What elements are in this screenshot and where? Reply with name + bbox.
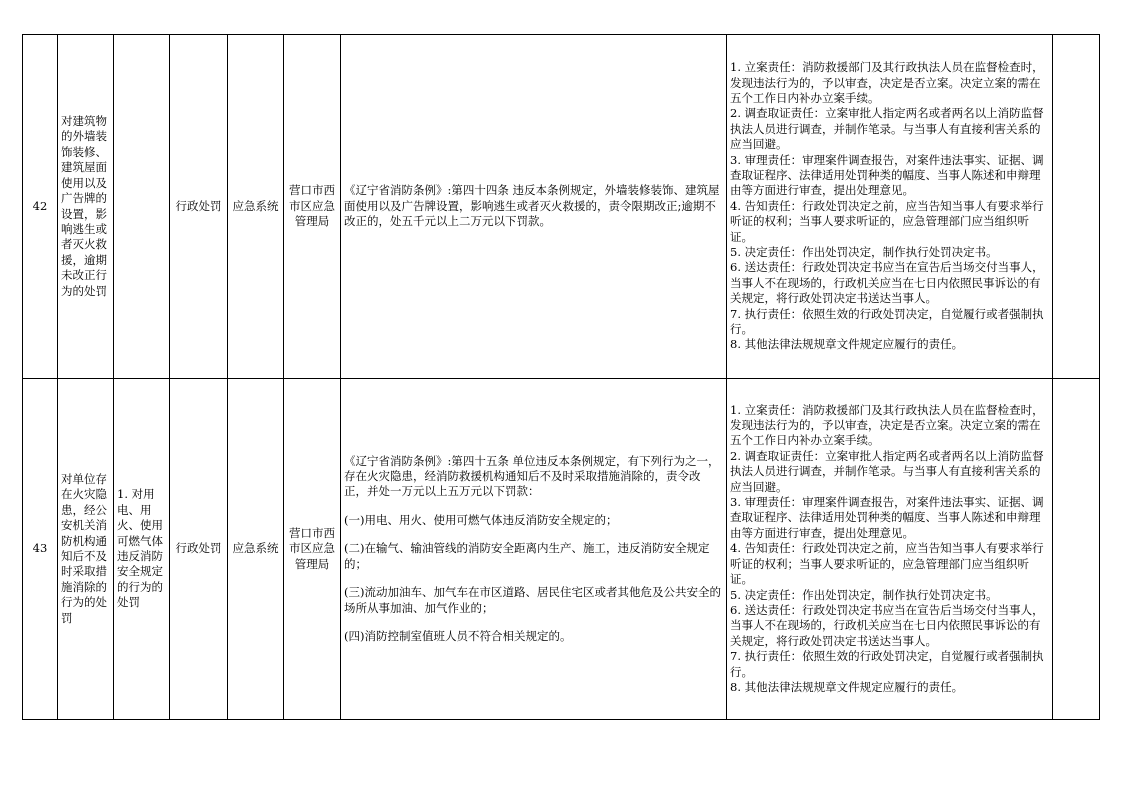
duty-item: 4. 告知责任：行政处罚决定之前，应当告知当事人有要求举行听证的权利；当事人要求听证的，应急管理部门应当组织听证。 (730, 541, 1044, 587)
department: 营口市西市区应急管理局 (284, 35, 341, 379)
remarks-cell (1053, 379, 1100, 720)
basis-paragraph: (四)消防控制室值班人员不符合相关规定的。 (344, 628, 572, 643)
duty-item: 4. 告知责任：行政处罚决定之前，应当告知当事人有要求举行听证的权利；当事人要求听证的，应急管理部门应当组织听证。 (730, 198, 1044, 244)
basis-paragraph: (三)流动加油车、加气车在市区道路、居民住宅区或者其他危及公共安全的场所从事加油、加气作业的； (344, 585, 721, 615)
department: 营口市西市区应急管理局 (284, 379, 341, 720)
duty-item: 8. 其他法律法规规章文件规定应履行的责任。 (730, 337, 964, 352)
legal-basis (341, 379, 727, 720)
item-name: 对单位存在火灾隐患，经公安机关消防机构通知后不及时采取措施消除的行为的处罚 (58, 379, 114, 720)
authority-list-table (22, 34, 1100, 720)
duty-item: 5. 决定责任：作出处罚决定，制作执行处罚决定书。 (730, 587, 998, 602)
duty-item: 7. 执行责任：依照生效的行政处罚决定，自觉履行或者强制执行。 (730, 306, 1044, 337)
basis-paragraph: (二)在输气、输油管线的消防安全距离内生产、施工，违反消防安全规定的； (344, 541, 710, 571)
basis-paragraph: 《辽宁省消防条例》:第四十五条 单位违反本条例规定，有下列行为之一，存在火灾隐患，经消防救援机构通知后不及时采取措施消除的，责令改正，并处一万元以上五万元以下罚款： (344, 453, 720, 499)
item-name: 对建筑物的外墙装饰装修、建筑屋面使用以及广告牌的设置，影响逃生或者灭火救援，逾期未改正行为的处罚 (58, 35, 114, 379)
system-name: 应急系统 (228, 379, 284, 720)
duty-item: 7. 执行责任：依照生效的行政处罚决定，自觉履行或者强制执行。 (730, 649, 1044, 679)
authority-type: 行政处罚 (170, 379, 228, 720)
basis-paragraph: 《辽宁省消防条例》:第四十四条 违反本条例规定，外墙装修装饰、建筑屋面使用以及广告牌设置，影响逃生或者灭火救援的，责令限期改正;逾期不改正的，处五千元以上二万元以下罚款。 (344, 183, 720, 229)
remarks-cell (1053, 35, 1100, 379)
system-name: 应急系统 (228, 35, 284, 379)
authority-type: 行政处罚 (170, 35, 228, 379)
duty-item: 1. 立案责任：消防救援部门及其行政执法人员在监督检查时，发现违法行为的，予以审查，决定是否立案。决定立案的需在五个工作日内补办立案手续。 (730, 402, 1044, 448)
sub-item: 1. 对用电、用火、使用可燃气体违反消防安全规定的行为的处罚 (114, 379, 170, 720)
duty-item: 6. 送达责任：行政处罚决定书应当在宣告后当场交付当事人，当事人不在现场的，行政机关应当在七日内依照民事诉讼的有关规定，将行政处罚决定书送达当事人。 (730, 260, 1044, 306)
basis-paragraph: (一)用电、用火、使用可燃气体违反消防安全规定的； (344, 512, 618, 527)
duty-item: 3. 审理责任：审理案件调查报告，对案件违法事实、证据、调查取证程序、法律适用处罚种类的幅度、当事人陈述和申辩理由等方面进行审查，提出处理意见。 (730, 495, 1044, 540)
sub-item (114, 35, 170, 379)
duty-item: 5. 决定责任：作出处罚决定，制作执行处罚决定书。 (730, 245, 998, 260)
duty-item: 1. 立案责任：消防救援部门及其行政执法人员在监督检查时，发现违法行为的，予以审查，决定是否立案。决定立案的需在五个工作日内补办立案手续。 (730, 60, 1044, 105)
responsibility-list (727, 35, 1053, 379)
duty-item: 2. 调查取证责任：立案审批人指定两名或者两名以上消防监督执法人员进行调查，并制作笔录。与当事人有直接利害关系的应当回避。 (730, 448, 1044, 494)
responsibility-list (727, 379, 1053, 720)
duty-item: 3. 审理责任：审理案件调查报告，对案件违法事实、证据、调查取证程序、法律适用处罚种类的幅度、当事人陈述和申辩理由等方面进行审查，提出处理意见。 (730, 152, 1044, 198)
row-number: 43 (23, 379, 58, 720)
duty-item: 2. 调查取证责任：立案审批人指定两名或者两名以上消防监督执法人员进行调查，并制作笔录。与当事人有直接利害关系的应当回避。 (730, 106, 1044, 152)
row-number: 42 (23, 35, 58, 379)
table-row (23, 379, 1100, 720)
duty-item: 6. 送达责任：行政处罚决定书应当在宣告后当场交付当事人，当事人不在现场的，行政机关应当在七日内依照民事诉讼的有关规定，将行政处罚决定书送达当事人。 (730, 602, 1044, 648)
duty-item: 8. 其他法律法规规章文件规定应履行的责任。 (730, 679, 964, 694)
table-row (23, 35, 1100, 379)
legal-basis (341, 35, 727, 379)
